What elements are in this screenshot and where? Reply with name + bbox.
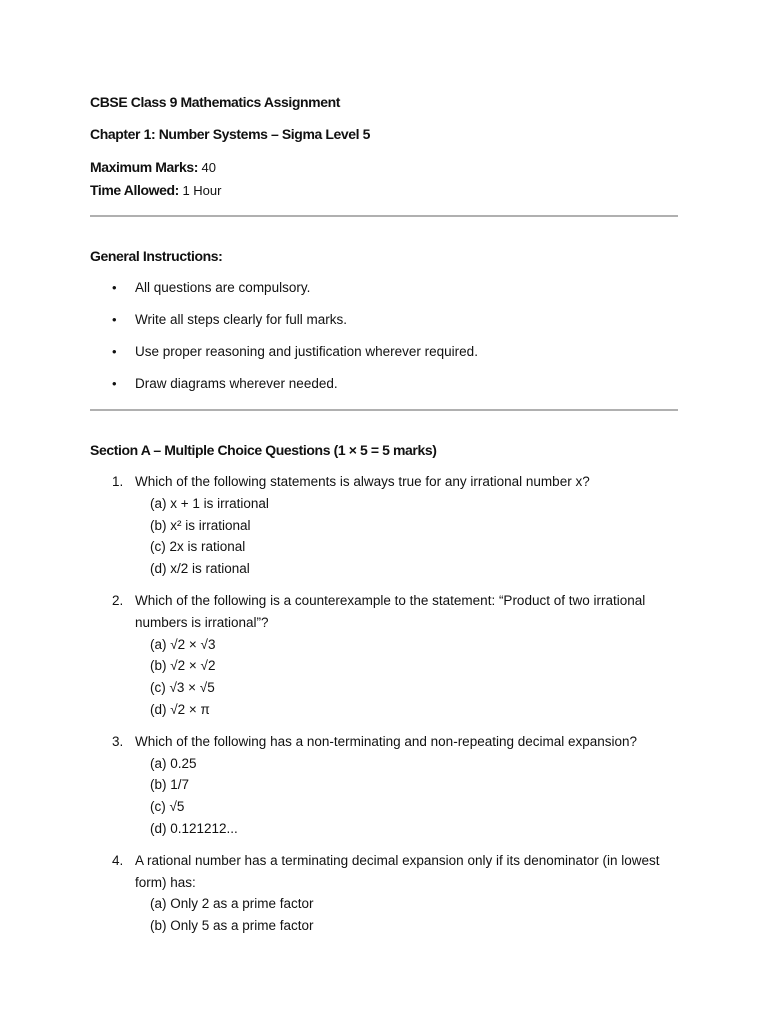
- section-a-heading: Section A – Multiple Choice Questions (1 × 5 = 5 marks): [90, 442, 437, 458]
- list-item: • Use proper reasoning and justification wherever required.: [112, 344, 478, 359]
- bullet: •: [112, 280, 117, 295]
- max-marks-label: Maximum Marks:: [90, 159, 198, 175]
- list-item: • Write all steps clearly for full marks.: [112, 312, 348, 327]
- question-number: 1.: [112, 474, 124, 489]
- option: (a) x + 1 is irrational: [150, 495, 269, 511]
- chapter-title: Chapter 1: Number Systems – Sigma Level 5: [90, 126, 371, 142]
- question-number: 3.: [112, 733, 124, 749]
- bullet: •: [112, 344, 117, 359]
- instructions-heading: General Instructions:: [90, 248, 223, 264]
- question-3: [90, 731, 678, 840]
- list-item: • Draw diagrams wherever needed.: [112, 376, 338, 391]
- bullet: •: [112, 376, 117, 391]
- option: (b) 1/7: [150, 777, 190, 793]
- question-number: 4.: [112, 852, 124, 868]
- option: (a) Only 2 as a prime factor: [150, 896, 314, 912]
- option: (a) √2 × √3: [150, 636, 216, 652]
- question-1: [90, 471, 678, 580]
- question-list: [90, 471, 678, 937]
- option: (d) 0.121212...: [150, 820, 238, 836]
- question-text: Which of the following statements is always true for any irrational number x?: [135, 474, 590, 489]
- time-allowed-value: 1 Hour: [182, 183, 222, 198]
- question-text: A rational number has a terminating decimal expansion only if its denominator (in lowest form) has:: [135, 852, 660, 890]
- option: (c) √5: [150, 799, 185, 815]
- max-marks-value: 40: [201, 160, 216, 175]
- question-text: Which of the following has a non-terminating and non-repeating decimal expansion?: [135, 733, 638, 749]
- option: (c) √3 × √5: [150, 680, 215, 696]
- question-4: [90, 850, 678, 937]
- list-item: • All questions are compulsory.: [112, 280, 311, 295]
- question-text: Which of the following is a counterexample to the statement: “Product of two irrational numbers is irrational”?: [135, 592, 646, 630]
- question-number: 2.: [112, 592, 124, 608]
- option: (d) x/2 is rational: [150, 561, 250, 577]
- option: (b) x² is irrational: [150, 517, 251, 533]
- instructions-list: [90, 279, 678, 393]
- time-allowed-label: Time Allowed:: [90, 182, 179, 198]
- question-2: [90, 590, 678, 721]
- time-allowed-line: [90, 179, 678, 202]
- option: (d) √2 × π: [150, 701, 210, 717]
- option: (c) 2x is rational: [150, 539, 246, 555]
- option: (b) Only 5 as a prime factor: [150, 918, 314, 934]
- bullet: •: [112, 312, 117, 327]
- option: (b) √2 × √2: [150, 658, 216, 674]
- max-marks-line: [90, 156, 678, 179]
- doc-title: CBSE Class 9 Mathematics Assignment: [90, 94, 341, 110]
- option: (a) 0.25: [150, 755, 197, 771]
